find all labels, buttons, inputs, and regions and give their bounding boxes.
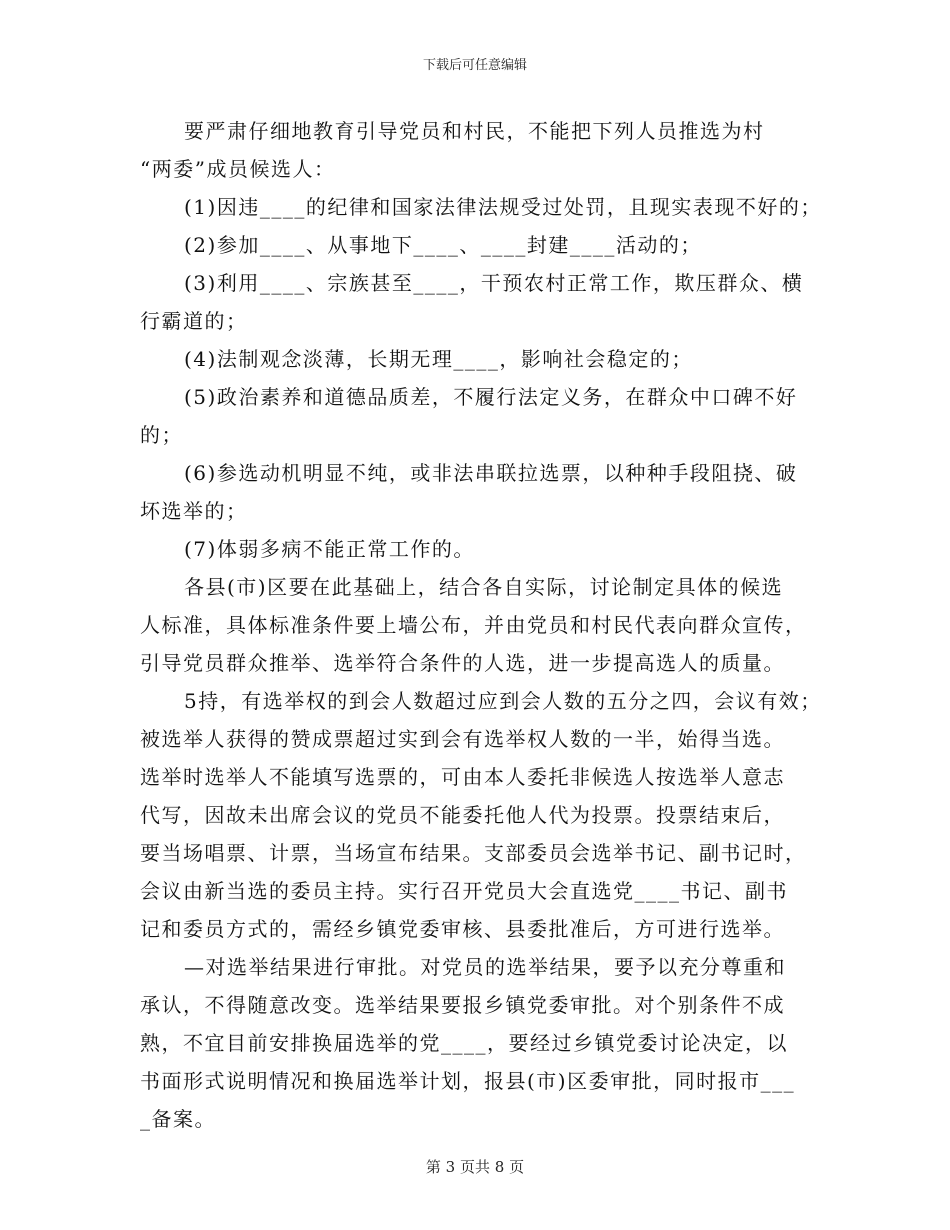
text-line: —对选举结果进行审批。对党员的选举结果，要予以充分尊重和 bbox=[184, 955, 786, 979]
text-line: 行霸道的； bbox=[140, 309, 248, 333]
text-line: _备案。 bbox=[140, 1107, 216, 1131]
text-line: 坏选举的； bbox=[140, 499, 248, 523]
text-line: 书面形式说明情况和换届选举计划，报县(市)区委审批，同时报市___ bbox=[140, 1069, 796, 1093]
text-line: 选举时选举人不能填写选票的，可由本人委托非候选人按选举人意志 bbox=[140, 765, 785, 789]
text-line: (7)体弱多病不能正常工作的。 bbox=[184, 537, 475, 561]
text-line: 要严肃仔细地教育引导党员和村民，不能把下列人员推选为村 bbox=[184, 119, 765, 143]
text-line: 代写，因故未出席会议的党员不能委托他人代为投票。投票结束后， bbox=[140, 803, 785, 827]
text-line: 引导党员群众推举、选举符合条件的人选，进一步提高选人的质量。 bbox=[140, 651, 785, 675]
text-line: (6)参选动机明显不纯，或非法串联拉选票，以种种手段阻挠、破 bbox=[184, 461, 798, 485]
text-line: 5持，有选举权的到会人数超过应到会人数的五分之四，会议有效； bbox=[184, 689, 822, 713]
text-line: 的； bbox=[140, 423, 183, 447]
text-line: 被选举人获得的赞成票超过实到会有选举权人数的一半，始得当选。 bbox=[140, 727, 785, 751]
text-line: (5)政治素养和道德品质差，不履行法定义务，在群众中口碑不好 bbox=[184, 385, 798, 409]
text-line: 熟，不宜目前安排换届选举的党____，要经过乡镇党委讨论决定，以 bbox=[140, 1031, 788, 1055]
page-header: 下载后可任意编辑 bbox=[422, 58, 527, 73]
text-line: (3)利用____、宗族甚至____，干预农村正常工作，欺压群众、横 bbox=[184, 271, 804, 295]
text-line: 记和委员方式的，需经乡镇党委审核、县委批准后，方可进行选举。 bbox=[140, 917, 785, 941]
text-line: 要当场唱票、计票，当场宣布结果。支部委员会选举书记、副书记时， bbox=[140, 841, 807, 865]
text-line: (4)法制观念淡薄，长期无理____，影响社会稳定的； bbox=[184, 347, 693, 371]
text-line: 各县(市)区要在此基础上，结合各自实际，讨论制定具体的候选 bbox=[184, 575, 784, 599]
text-line: (1)因违____的纪律和国家法律法规受过处罚，且现实表现不好的； bbox=[184, 195, 822, 219]
text-line: “两委”成员候选人： bbox=[140, 157, 336, 181]
page-footer: 第 3 页共 8 页 bbox=[425, 1158, 525, 1176]
text-line: 承认，不得随意改变。选举结果要报乡镇党委审批。对个别条件不成 bbox=[140, 993, 785, 1017]
text-line: 人标准，具体标准条件要上墙公布，并由党员和村民代表向群众宣传， bbox=[140, 613, 807, 637]
text-line: 会议由新当选的委员主持。实行召开党员大会直选党____书记、副书 bbox=[140, 879, 788, 903]
text-line: (2)参加____、从事地下____、____封建____活动的； bbox=[184, 233, 702, 257]
document-body bbox=[140, 112, 830, 1138]
